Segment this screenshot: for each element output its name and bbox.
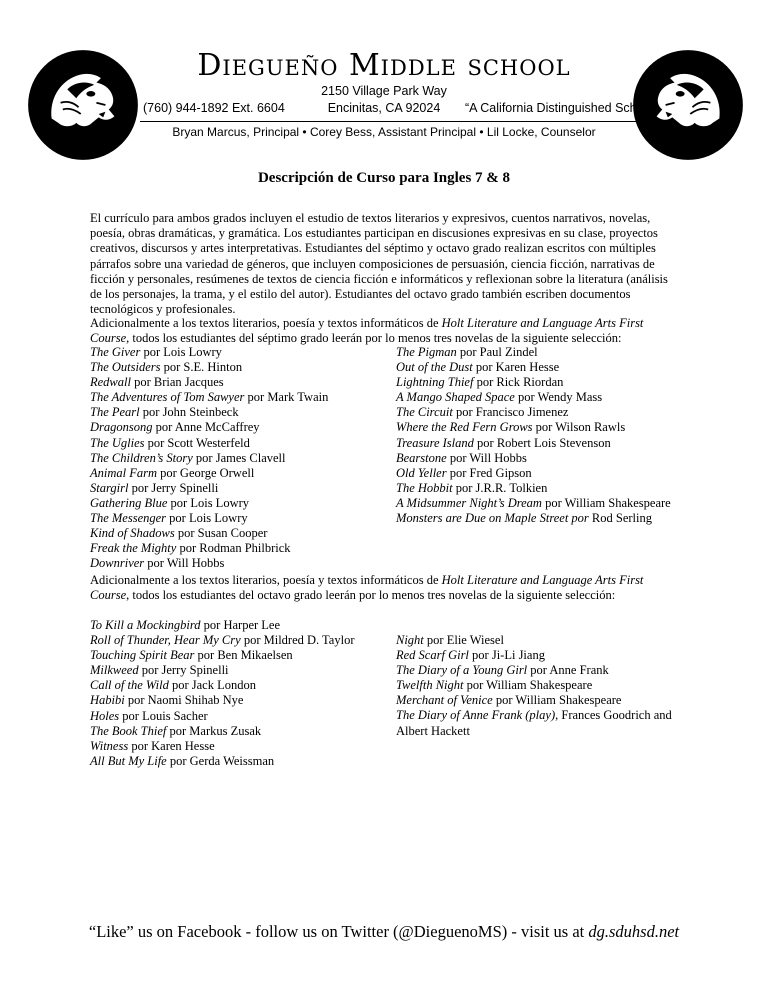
book-title: Habibi [90, 693, 125, 708]
grade8-list-left [90, 618, 355, 769]
grade7-list-left [90, 345, 328, 571]
book-author: por William Shakespeare [541, 495, 671, 510]
book-entry [396, 405, 671, 420]
book-entry [396, 708, 686, 738]
book-title: Night [396, 633, 424, 647]
book-author: por George Orwell [157, 465, 255, 480]
book-title: Twelfth Night [396, 678, 464, 693]
book-entry [396, 678, 686, 693]
book-entry [90, 618, 355, 633]
book-entry [90, 526, 328, 541]
book-author: por Paul Zindel [456, 345, 538, 359]
book-author: por Elie Wiesel [423, 633, 504, 647]
book-title: The Pearl [90, 405, 140, 420]
book-title: Milkweed [90, 663, 139, 678]
school-name: Diegueño Middle school [197, 48, 571, 83]
book-author: por Ben Mikaelsen [194, 648, 293, 663]
book-title: To Kill a Mockingbird [90, 618, 201, 632]
book-author: por Louis Sacher [119, 708, 208, 723]
book-title: The Giver [90, 345, 141, 359]
book-title: Gathering Blue [90, 495, 168, 510]
book-author: por Lois Lowry [140, 345, 222, 359]
book-title: Red Scarf Girl [396, 648, 469, 663]
footer: “Like” us on Facebook - follow us on Twitter (@DieguenoMS) - visit us at dg.sduhsd.net [88, 922, 680, 941]
grade8-intro: Adicionalmente a los textos literarios, poesía y textos informáticos de Holt Literature and Language Arts First Course, todos los estudiantes del octavo grado leerán por lo menos tres novelas de la siguiente selección: [90, 573, 644, 603]
book-author: por Karen Hesse [472, 360, 560, 375]
book-title: Out of the Dust [396, 360, 473, 375]
book-entry [396, 390, 671, 405]
curriculum-description: El currículo para ambos grados incluyen el estudio de textos literarios y expresivos, cuentos narrativos, novelas, poesía, obras dramáticas, y gramática. Los estudiantes participan en discusiones expresivas en su clase, proyectos creativos, discursos y artes interpretativas. Estudiantes del séptimo y octavo grado realizan escritos con múltiples párrafos sobre una variedad de géneros, que incluyen composiciones de persuasión, ciencia ficción, narrativas de ficción y personales, resúmenes de textos de ciencia ficción e informáticos y reflexionan sobre la literatura (análisis de los personajes, la trama, y el estilo del autor). Estudiantes del octavo grado también escriben documentos tecnológicos y profesionales. [90, 211, 668, 317]
book-author: por Rick Riordan [473, 375, 564, 390]
book-entry [90, 556, 328, 571]
book-title: Stargirl [90, 480, 129, 495]
book-title: Holes [90, 708, 120, 723]
header-divider [140, 121, 640, 122]
book-author: por Robert Lois Stevenson [473, 435, 611, 450]
book-author: por Jerry Spinelli [138, 663, 229, 678]
book-entry [90, 345, 328, 360]
book-title: The Circuit [396, 405, 453, 420]
book-entry [396, 481, 671, 496]
book-author: por Rodman Philbrick [176, 541, 291, 556]
book-title: Merchant of Venice [396, 693, 493, 708]
book-entry [396, 345, 671, 360]
book-entry [90, 511, 328, 526]
book-entry [396, 663, 686, 678]
book-entry [90, 724, 355, 739]
book-entry [90, 709, 355, 724]
book-title: The Hobbit [396, 480, 453, 495]
book-entry [90, 496, 328, 511]
book-author: por Gerda Weissman [166, 753, 275, 768]
book-author: por Anne McCaffrey [152, 420, 260, 435]
book-author: por Fred Gipson [446, 465, 532, 480]
book-title: Freak the Mighty [90, 541, 177, 556]
book-author: por Lois Lowry [166, 511, 248, 526]
book-entry [396, 436, 671, 451]
book-entry [396, 511, 671, 526]
book-title: Treasure Island [396, 435, 474, 450]
book-entry [90, 375, 328, 390]
book-title: A Mango Shaped Space [396, 390, 515, 405]
book-title: The Pigman [396, 345, 457, 359]
book-entry [90, 648, 355, 663]
book-entry [90, 451, 328, 466]
grade7-intro: Adicionalmente a los textos literarios, poesía y textos informáticos de Holt Literature and Language Arts First Course, todos los estudiantes del séptimo grado leerán por lo menos tres novelas de la siguiente selección: [90, 316, 644, 346]
book-author: por Jack London [168, 678, 256, 693]
book-author: por S.E. Hinton [160, 360, 243, 375]
book-entry [396, 693, 686, 708]
school-city: Encinitas, CA 92024 [327, 101, 441, 115]
book-entry [396, 451, 671, 466]
book-title: Bearstone [396, 450, 447, 465]
book-entry [90, 436, 328, 451]
book-title: The Children’s Story [90, 450, 193, 465]
book-author: por William Shakespeare [492, 693, 622, 708]
school-phone: (760) 944-1892 Ext. 6604 [143, 101, 285, 115]
book-entry [396, 648, 686, 663]
book-author: por Harper Lee [200, 618, 281, 632]
book-title: The Diary of Anne Frank (play) [396, 708, 556, 723]
book-title: A Midsummer Night’s Dream [396, 495, 542, 510]
book-author: por Will Hobbs [144, 556, 225, 571]
book-title: The Outsiders [90, 360, 161, 375]
book-entry [90, 420, 328, 435]
book-author: por Markus Zusak [166, 723, 262, 738]
book-entry [90, 481, 328, 496]
book-entry [90, 541, 328, 556]
book-title: The Messenger [90, 511, 167, 526]
book-entry [90, 693, 355, 708]
book-title: Touching Spirit Bear [90, 648, 195, 663]
book-author: por Wendy Mass [514, 390, 603, 405]
book-title: Redwall [90, 375, 131, 390]
book-title: Witness [90, 738, 129, 753]
grade8-list-right [396, 633, 686, 739]
book-entry [396, 496, 671, 511]
book-title: The Uglies [90, 435, 145, 450]
book-author: por Karen Hesse [128, 738, 215, 753]
book-title: The Adventures of Tom Sawyer [90, 390, 245, 405]
book-entry [90, 663, 355, 678]
book-entry [90, 739, 355, 754]
book-title: Old Yeller [396, 465, 447, 480]
book-author: por Jerry Spinelli [128, 480, 219, 495]
book-title: Roll of Thunder, Hear My Cry [90, 633, 241, 648]
book-author: por Wilson Rawls [532, 420, 626, 435]
staff-line: Bryan Marcus, Principal • Corey Bess, Assistant Principal • Lil Locke, Counselor [172, 125, 596, 139]
book-author: por Francisco Jimenez [452, 405, 569, 420]
book-author: por James Clavell [192, 450, 286, 465]
grade7-list-right [396, 345, 671, 526]
book-title: Kind of Shadows [90, 526, 175, 541]
school-motto: “A California Distinguished School” [465, 101, 658, 115]
book-entry [90, 678, 355, 693]
book-title: All But My Life [90, 753, 167, 768]
book-title: Dragonsong [90, 420, 153, 435]
book-author: Rod Serling [588, 511, 652, 526]
book-author: por J.R.R. Tolkien [452, 480, 548, 495]
book-entry [396, 466, 671, 481]
book-entry [90, 390, 328, 405]
book-author: por Lois Lowry [167, 495, 250, 510]
document-title: Descripción de Curso para Ingles 7 & 8 [257, 170, 511, 186]
book-author: por Naomi Shihab Nye [124, 693, 244, 708]
book-entry [90, 405, 328, 420]
book-author: por John Steinbeck [139, 405, 239, 420]
book-entry [90, 633, 355, 648]
book-entry [396, 360, 671, 375]
book-entry [396, 420, 671, 435]
book-title: Where the Red Fern Grows [396, 420, 533, 435]
book-author: , Frances Goodrich and Albert Hackett [396, 708, 672, 738]
book-entry [90, 466, 328, 481]
book-title: Downriver [90, 556, 145, 571]
book-entry [90, 360, 328, 375]
footer-site-link[interactable]: dg.sduhsd.net [588, 922, 680, 941]
book-author: por Susan Cooper [174, 526, 268, 541]
book-title: Monsters are Due on Maple Street por [396, 511, 589, 526]
book-title: The Book Thief [90, 723, 167, 738]
book-title: Animal Farm [90, 465, 158, 480]
book-title: The Diary of a Young Girl [396, 663, 528, 678]
book-author: por Scott Westerfeld [144, 435, 250, 450]
book-title: Call of the Wild [90, 678, 169, 693]
book-author: por Mark Twain [244, 390, 329, 405]
book-title: Lightning Thief [396, 375, 474, 390]
book-entry [396, 375, 671, 390]
book-author: por Ji-Li Jiang [468, 648, 545, 663]
book-author: por William Shakespeare [463, 678, 593, 693]
book-author: por Brian Jacques [130, 375, 224, 390]
book-entry [90, 754, 355, 769]
book-author: por Will Hobbs [446, 450, 527, 465]
book-entry [396, 633, 686, 648]
book-author: por Anne Frank [527, 663, 609, 678]
book-author: por Mildred D. Taylor [240, 633, 355, 648]
school-address: 2150 Village Park Way [321, 84, 447, 98]
